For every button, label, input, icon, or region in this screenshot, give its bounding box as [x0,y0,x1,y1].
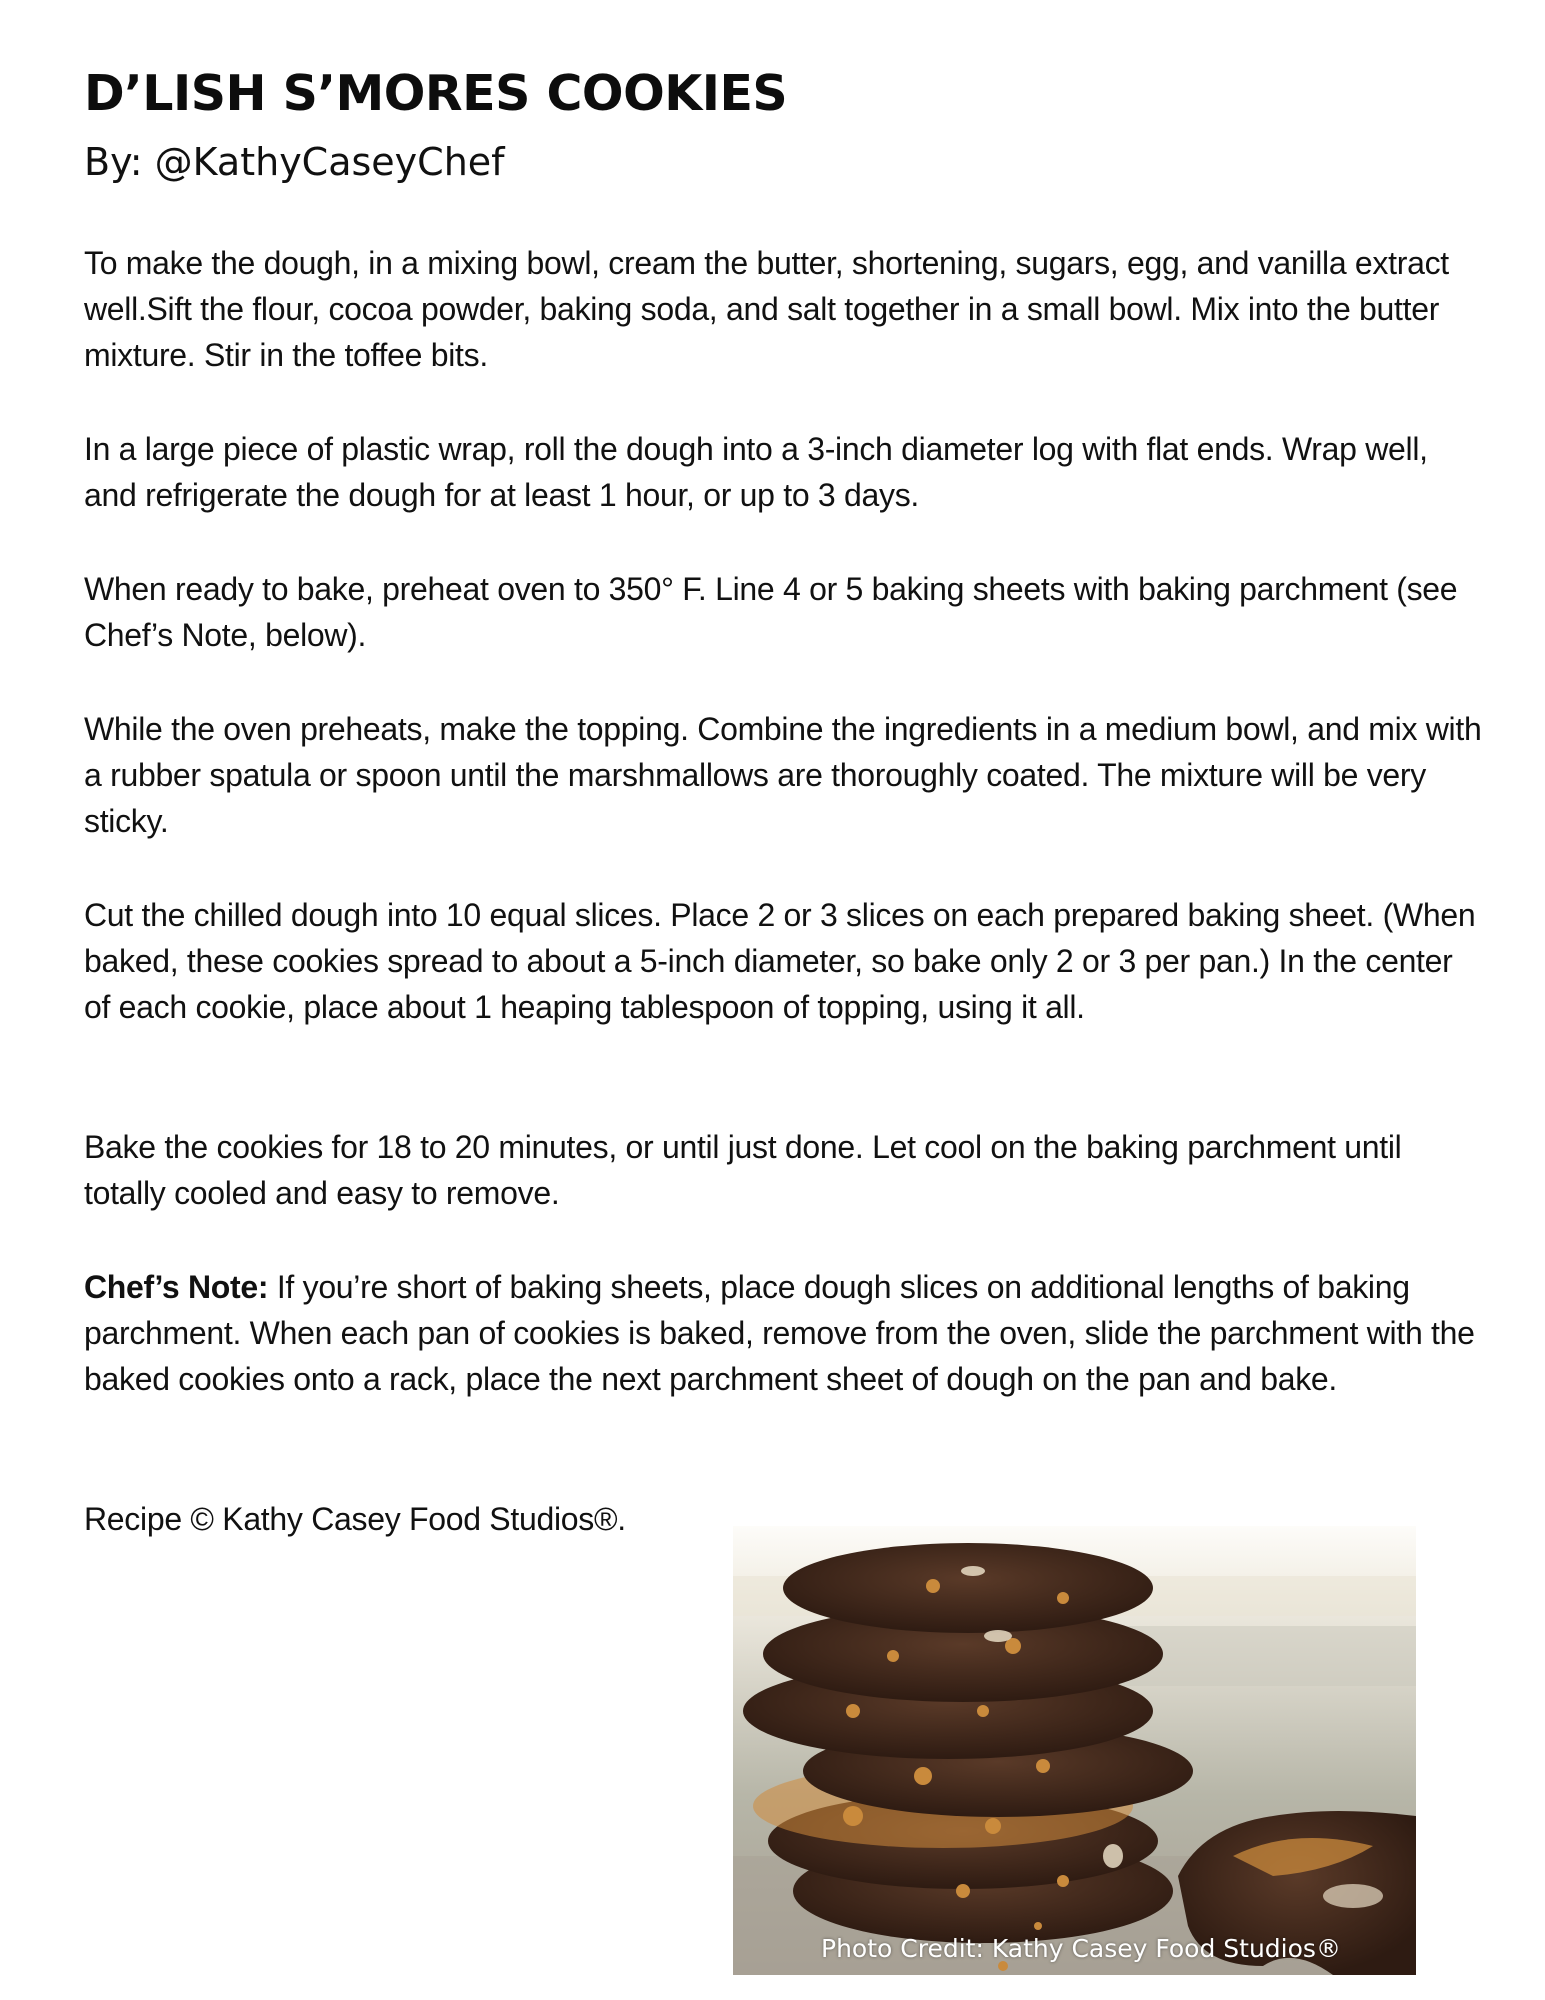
chefs-note-text: If you’re short of baking sheets, place dough slices on additional lengths of baking parchment. When each pan of cookies is baked, remove from the oven, slide the parchment with the baked cookies onto a rack, place the next parchment sheet of dough on the pan and bake. [84,1269,1475,1397]
recipe-title: D’LISH S’MORES COOKIES [84,65,788,122]
instruction-paragraph-2: In a large piece of plastic wrap, roll the dough into a 3-inch diameter log with flat ends. Wrap well, and refrigerate the dough for at least 1 hour, or up to 3 days. [84,431,1428,513]
instruction-paragraph-6: Bake the cookies for 18 to 20 minutes, or until just done. Let cool on the baking parchment until totally cooled and easy to remove. [84,1129,1402,1211]
cookie-stack-illustration [733,1526,1416,1975]
chefs-note-label: Chef’s Note: [84,1269,269,1305]
instruction-paragraph-3: When ready to bake, preheat oven to 350° F. Line 4 or 5 baking sheets with baking parchment (see Chef’s Note, below). [84,571,1458,653]
instruction-paragraph-1: To make the dough, in a mixing bowl, cream the butter, shortening, sugars, egg, and vanilla extract well.Sift the flour, cocoa powder, baking soda, and salt together in a small bowl. Mix into the butter mixture. Stir in the toffee bits. [84,245,1449,373]
photo-credit: Photo Credit: Kathy Casey Food Studios® [821,1934,1341,1963]
cookie-photo [733,1526,1416,1975]
instruction-paragraph-5: Cut the chilled dough into 10 equal slices. Place 2 or 3 slices on each prepared baking sheet. (When baked, these cookies spread to about a 5-inch diameter, so bake only 2 or 3 per pan.) In the center of each cookie, place about 1 heaping tablespoon of topping, using it all. [84,897,1476,1025]
recipe-header [84,58,1484,190]
recipe-copyright: Recipe © Kathy Casey Food Studios®. [84,1501,626,1537]
recipe-byline: By: @KathyCaseyChef [84,140,505,184]
chefs-note [84,1264,1484,1402]
instruction-paragraph-4: While the oven preheats, make the topping. Combine the ingredients in a medium bowl, and mix with a rubber spatula or spoon until the marshmallows are thoroughly coated. The mixture will be very sticky. [84,711,1482,839]
